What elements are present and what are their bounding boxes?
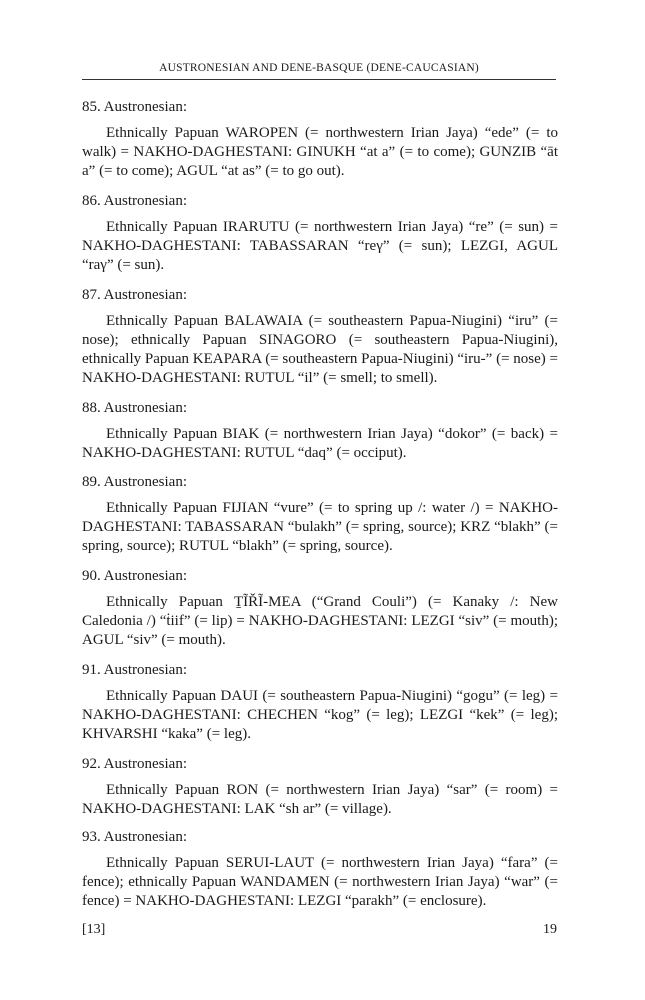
entry-text: Ethnically Papuan RON (= northwestern Irian Jaya) “sar” (= room) = NAKHO-DAGHESTANI: LAK “sh ar” (= village).: [82, 782, 558, 817]
entry-title: 93. Austronesian:: [82, 829, 187, 845]
entry-text: Ethnically Papuan SERUI-LAUT (= northwestern Irian Jaya) “fara” (= fence); ethnically Papuan WANDAMEN (= northwestern Irian Jaya) “war” (= fence) = NAKHO-DAGHESTANI: LEZGI “parakh” (= enclosure).: [82, 855, 558, 909]
entry-text: Ethnically Papuan BIAK (= northwestern Irian Jaya) “dokor” (= back) = NAKHO-DAGHESTANI: RUTUL “daq” (= occiput).: [82, 426, 558, 461]
entry-text: Ethnically Papuan DAUI (= southeastern Papua-Niugini) “gogu” (= leg) = NAKHO-DAGHESTANI: CHECHEN “kog” (= leg); LEZGI “kek” (= leg); KHVARSHI “kaka” (= leg).: [82, 688, 558, 742]
header-rule: [82, 79, 556, 80]
entry-92: [82, 755, 558, 819]
entry-title: 88. Austronesian:: [82, 400, 187, 416]
entry-title: 87. Austronesian:: [82, 287, 187, 303]
entry-text: Ethnically Papuan IRARUTU (= northwestern Irian Jaya) “re” (= sun) = NAKHO-DAGHESTANI: TABASSARAN “reγ” (= sun); LEZGI, AGUL “raγ” (= sun).: [82, 219, 558, 273]
entry-text: Ethnically Papuan FIJIAN “vure” (= to spring up /: water /) = NAKHO-DAGHESTANI: TABASSARAN “bulakh” (= spring, source); KRZ “blakh” (= spring, source); RUTUL “blakh” (= spring, source).: [82, 500, 558, 554]
running-header: AUSTRONESIAN AND DENE-BASQUE (DENE-CAUCASIAN): [159, 62, 479, 74]
entry-title: 86. Austronesian:: [82, 193, 187, 209]
entry-title: 91. Austronesian:: [82, 662, 187, 678]
entry-86: [82, 192, 558, 275]
entry-90: [82, 567, 558, 650]
entry-89: [82, 473, 558, 556]
entry-91: [82, 661, 558, 744]
entry-87: [82, 286, 558, 388]
entry-title: 85. Austronesian:: [82, 99, 187, 115]
entry-93: [82, 828, 558, 911]
entry-title: 92. Austronesian:: [82, 756, 187, 772]
entry-text: Ethnically Papuan ṮĨŘĨ-MEA (“Grand Couli”) (= Kanaky /: New Caledonia /) “ṫiif” (= lip) = NAKHO-DAGHESTANI: LEZGI “siv” (= mouth); AGUL “siv” (= mouth).: [82, 594, 558, 648]
entry-title: 89. Austronesian:: [82, 474, 187, 490]
footer-reference: [13]: [82, 922, 106, 937]
entry-88: [82, 399, 558, 463]
page-number: 19: [543, 922, 557, 937]
entry-85: [82, 98, 558, 181]
entry-text: Ethnically Papuan BALAWAIA (= southeastern Papua-Niugini) “iru” (= nose); ethnically Papuan SINAGORO (= southeastern Papua-Niugini), ethnically Papuan KEAPARA (= southeastern Papua-Niugini) “iru-” (= nose) = NAKHO-DAGHESTANI: RUTUL “il” (= smell; to smell).: [82, 313, 558, 386]
entry-text: Ethnically Papuan WAROPEN (= northwestern Irian Jaya) “ede” (= to walk) = NAKHO-DAGHESTANI: GINUKH “at a” (= to come); GUNZIB “āt a” (= to come); AGUL “at as” (= to go out).: [82, 125, 558, 179]
entry-title: 90. Austronesian:: [82, 568, 187, 584]
